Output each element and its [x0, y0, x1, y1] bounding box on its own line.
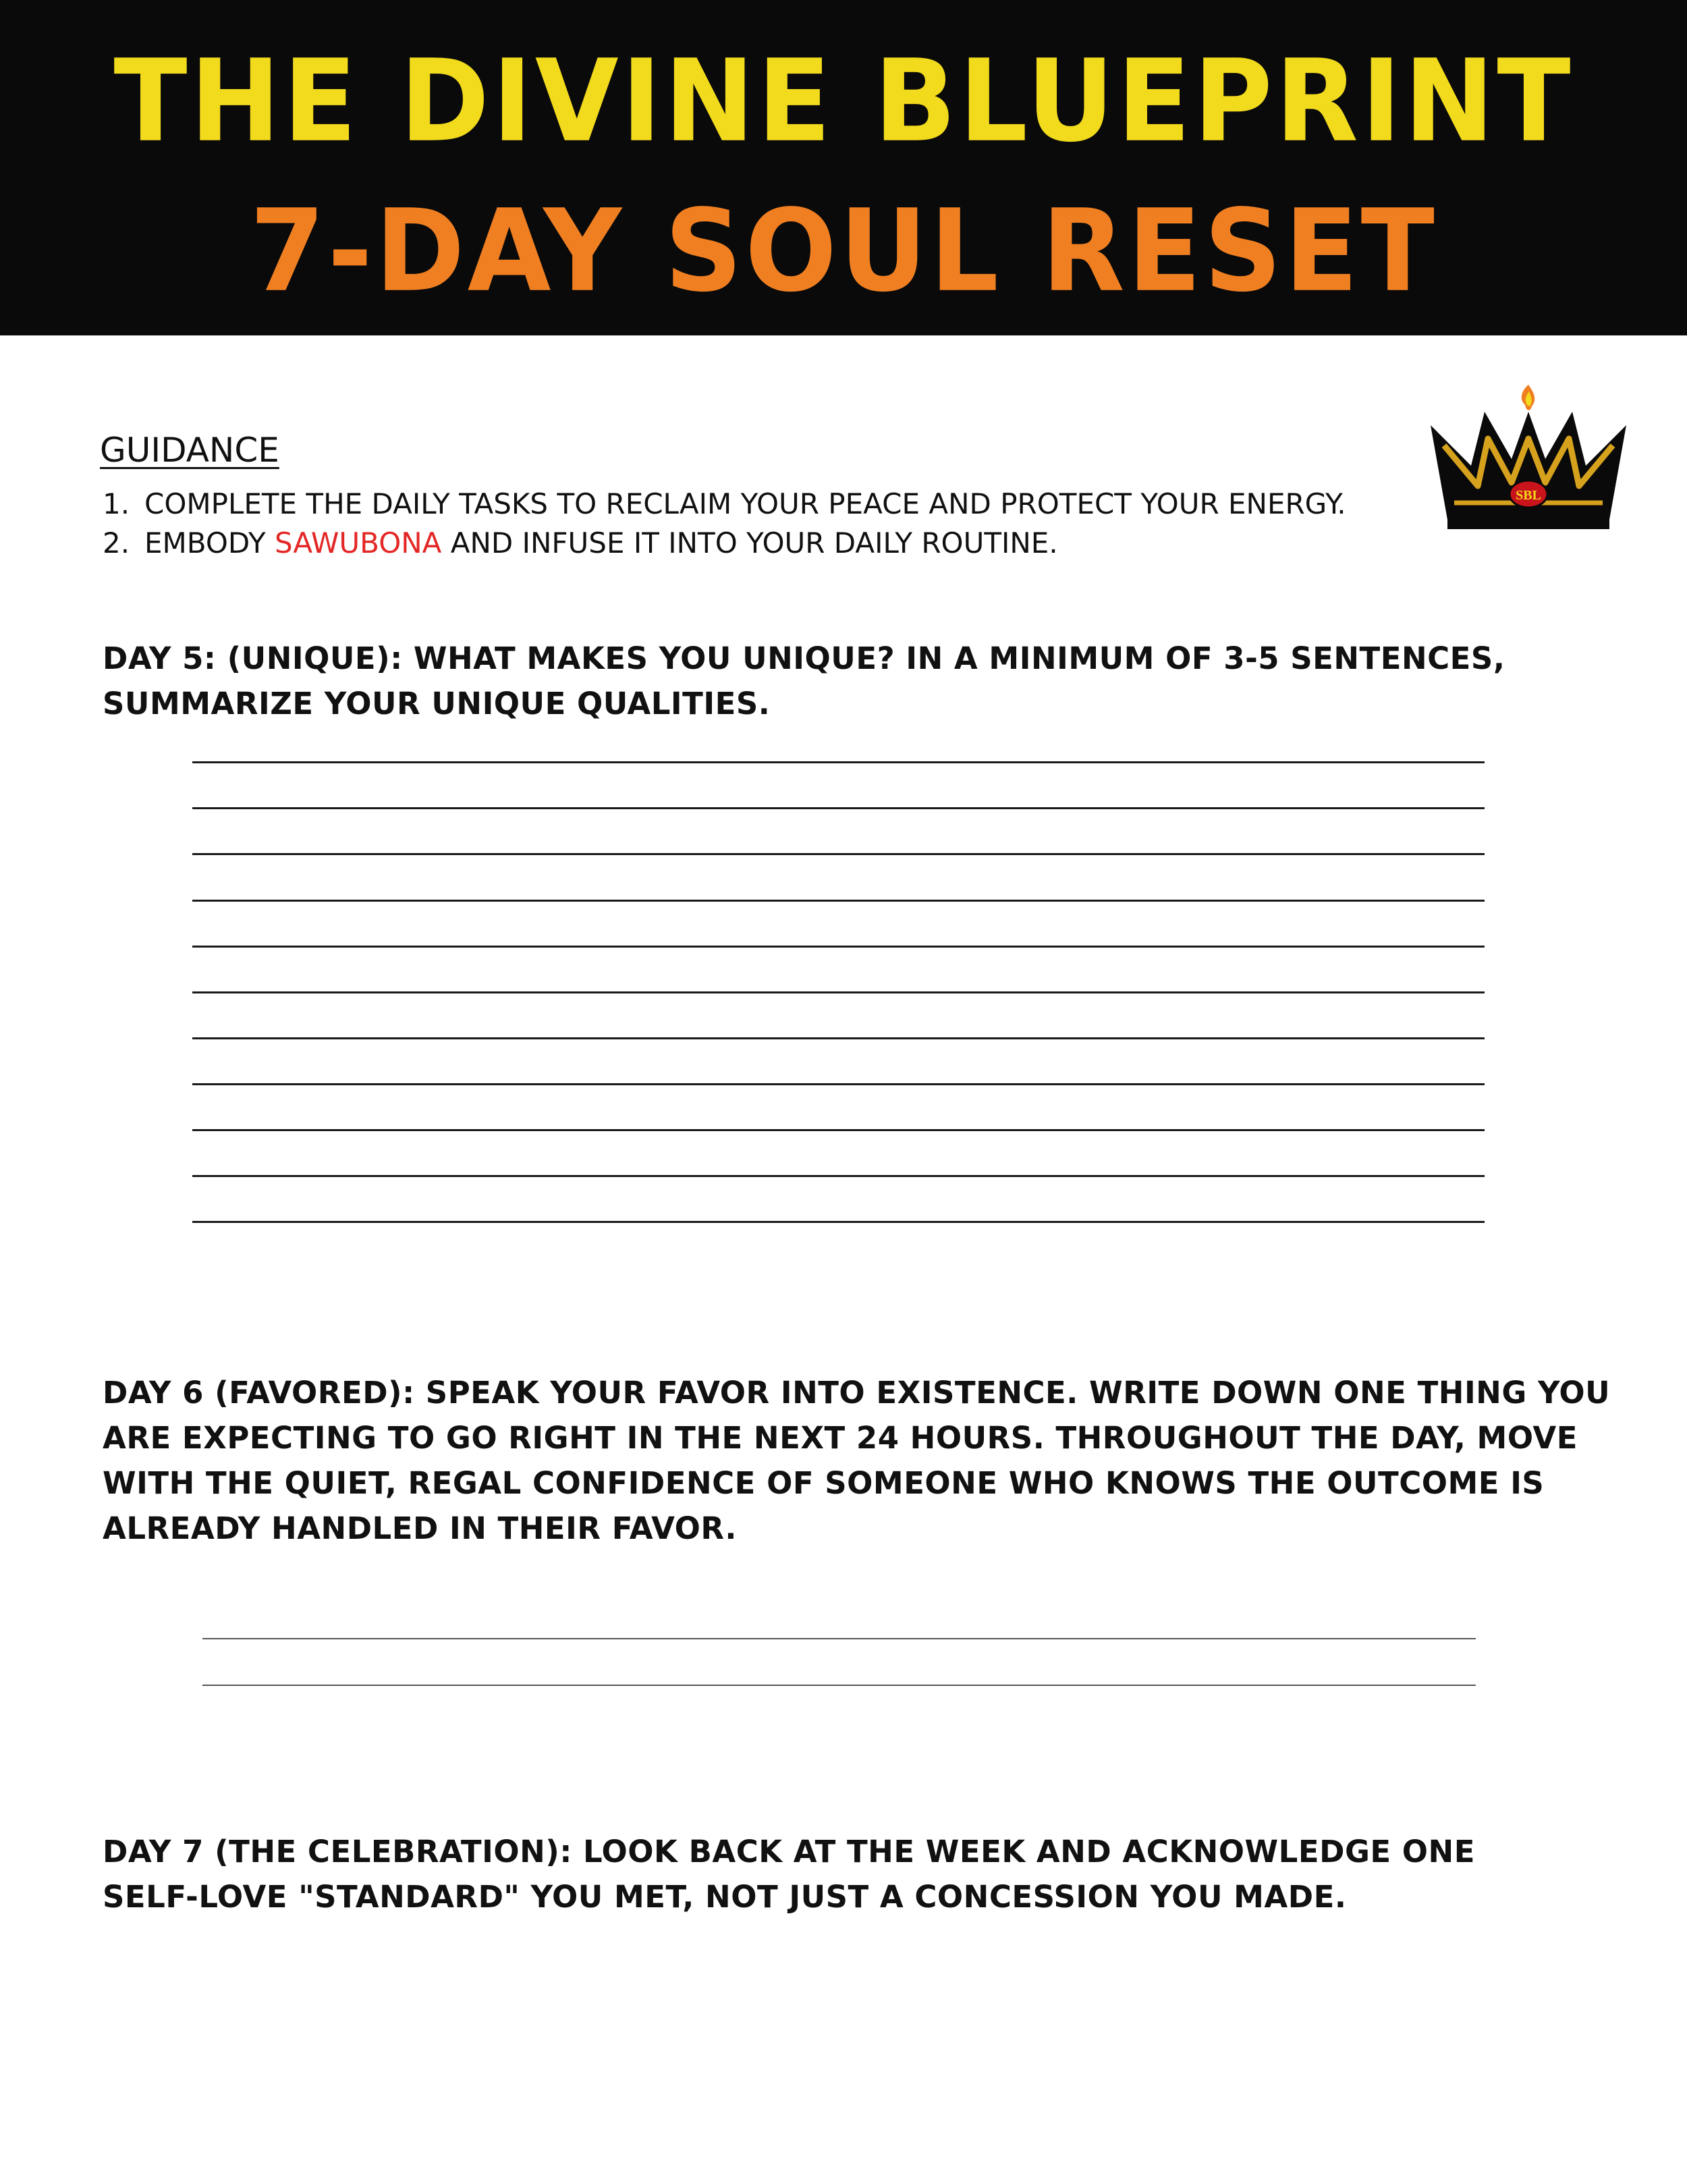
- answer-line[interactable]: [202, 1685, 1476, 1686]
- guidance-item-number: 1.: [103, 487, 130, 520]
- day-6-prompt: DAY 6 (FAVORED): SPEAK YOUR FAVOR INTO EXISTENCE. WRITE DOWN ONE THING YOU ARE EXPECTING TO GO RIGHT IN THE NEXT 24 HOURS. THROUGHOUT THE DAY, MOVE WITH THE QUIET, REGAL CONFIDENCE OF SOMEONE WHO KNOWS THE OUTCOME IS ALREADY HANDLED IN THEIR FAVOR.: [103, 1375, 1611, 1546]
- answer-line[interactable]: [192, 1221, 1485, 1223]
- title-line-2: 7-DAY SOUL RESET: [250, 184, 1437, 317]
- answer-line[interactable]: [192, 1083, 1485, 1085]
- answer-line[interactable]: [192, 900, 1485, 902]
- crown-icon: [1424, 385, 1633, 540]
- guidance-heading: GUIDANCE: [100, 431, 279, 470]
- guidance-item-1: [103, 485, 1346, 524]
- answer-line[interactable]: [202, 1638, 1476, 1639]
- answer-line[interactable]: [192, 991, 1485, 993]
- guidance-item-2: [103, 524, 1346, 563]
- answer-line[interactable]: [192, 807, 1485, 809]
- answer-line[interactable]: [192, 1175, 1485, 1177]
- day-7-prompt: DAY 7 (THE CELEBRATION): LOOK BACK AT THE WEEK AND ACKNOWLEDGE ONE SELF-LOVE "STANDARD" YOU MET, NOT JUST A CONCESSION YOU MADE.: [103, 1834, 1475, 1915]
- title-line-1: THE DIVINE BLUEPRINT: [113, 34, 1574, 167]
- sawubona-highlight: SAWUBONA: [274, 526, 442, 559]
- guidance-list: [103, 485, 1346, 563]
- answer-line[interactable]: [192, 1129, 1485, 1131]
- guidance-item-number: 2.: [103, 526, 130, 559]
- guidance-item-text: COMPLETE THE DAILY TASKS TO RECLAIM YOUR PEACE AND PROTECT YOUR ENERGY.: [144, 487, 1346, 520]
- answer-line[interactable]: [192, 853, 1485, 855]
- day-5-prompt: DAY 5: (UNIQUE): WHAT MAKES YOU UNIQUE? IN A MINIMUM OF 3-5 SENTENCES, SUMMARIZE YOUR UNIQUE QUALITIES.: [103, 640, 1505, 721]
- answer-line[interactable]: [192, 1037, 1485, 1039]
- answer-line[interactable]: [192, 946, 1485, 948]
- header-banner: [0, 0, 1687, 335]
- guidance-item-text-after: AND INFUSE IT INTO YOUR DAILY ROUTINE.: [441, 526, 1058, 559]
- answer-line[interactable]: [192, 761, 1485, 763]
- guidance-item-text-before: EMBODY: [144, 526, 275, 559]
- crown-logo-text: SBL: [1516, 488, 1541, 503]
